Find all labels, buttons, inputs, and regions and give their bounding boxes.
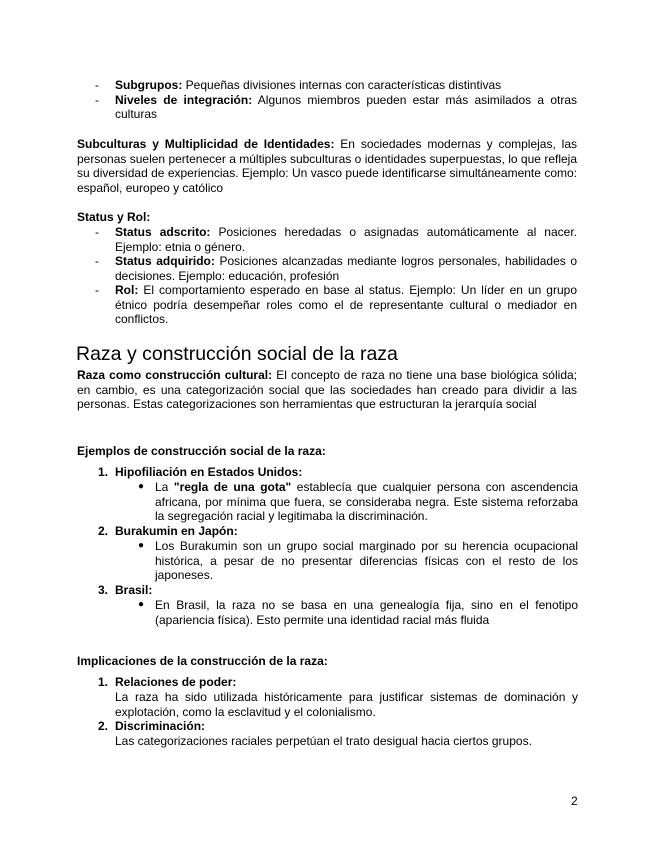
list-item: - Status adscrito: Posiciones heredadas o asignadas automáticamente al nacer. Ejemplo: etnia o género. [95, 225, 577, 254]
subcultures-paragraph: Subculturas y Multiplicidad de Identidades: En sociedades modernas y complejas, las personas suelen pertenecer a múltiples subculturas o identidades superpuestas, lo que refleja su diversidad de experiencias. Ejemplo: Un vasco puede identificarse simultáneamente como: español, europeo y católico [77, 137, 577, 195]
example-bullet: ● La "regla de una gota" establecía que cualquier persona con ascendencia africana, por mínima que fuera, se consideraba negra. Este sistema reforzaba la segregación racial y legitimaba la discriminación. [138, 480, 578, 523]
implication-desc: La raza ha sido utilizada históricamente para justificar sistemas de dominación y explotación, como la esclavitud y el colonialismo. [115, 690, 578, 719]
bullet-icon: ● [138, 481, 145, 492]
list-item: - Niveles de integración: Algunos miembros pueden estar más asimilados a otras culturas [95, 93, 577, 122]
race-intro-paragraph: Raza como construcción cultural: El concepto de raza no tiene una base biológica sólida; en cambio, es una categorización social que las sociedades han creado para dividir a las personas. Estas categorizaciones son herramientas que estructuran la jerarquía social [77, 368, 577, 411]
implication-desc: Las categorizaciones raciales perpetúan el trato desigual hacia ciertos grupos. [115, 734, 532, 748]
status-list [95, 225, 577, 327]
bullet-icon: ● [138, 599, 145, 610]
examples-heading: Ejemplos de construcción social de la raza: [77, 444, 326, 458]
list-item: - Rol: El comportamiento esperado en base al status. Ejemplo: Un líder en un grupo étnico podría desempeñar roles como el de representante cultural o mediador en conflictos. [95, 283, 577, 327]
status-heading: Status y Rol: [77, 210, 151, 224]
example-bullet: ● En Brasil, la raza no se basa en una genealogía fija, sino en el fenotipo (apariencia física). Esto permite una identidad racial más fluida [138, 598, 578, 627]
bullet-icon: ● [138, 540, 145, 551]
section-title: Raza y construcción social de la raza [76, 343, 398, 365]
document-page: - Subgrupos: Pequeñas divisiones internas con características distintivas - Niveles de integración: Algunos miembros pueden estar más asimilados a otras culturas Subculturas y Multiplicidad de Identidades: En sociedades modernas y complejas, las personas suelen pertenecer a múltiples subculturas o identidades superpuestas, lo que refleja su diversidad de experiencias. Ejemplo: Un vasco puede identificarse simultáneamente como: español, europeo y católico Status y Rol: - Status adscrito: Posiciones heredadas o asignadas automáticamente al nacer. Ejemplo: etnia o género. - Status adquirido: Posiciones alcanzadas mediante logros personales, habilidades o decisiones. Ejemplo: educación, profesión - Rol: El comportamiento esperado en base al status. Ejemplo: Un líder en un grupo étnico podría desempeñar roles como el de representante cultural o mediador en conflictos. Raza y construcción social de la raza Raza como construcción cultural: El concepto de raza no tiene una base biológica sólida; en cambio, es una categorización social que las sociedades han creado para dividir a las personas. Estas categorizaciones son herramientas que estructuran la jerarquía social Ejemplos de construcción social de la raza: 1. Hipofiliación en Estados Unidos: ● La "regla de una gota" establecía que cualquier persona con ascendencia africana, por mínima que fuera, se consideraba negra. Este sistema reforzaba la segregación racial y legitimaba la discriminación. 2. Burakumin en Japón: ● Los Burakumin son un grupo social marginado por su herencia ocupacional histórica, a pesar de no presentar diferencias físicas con el resto de los japoneses. 3. Brasil: ● En Brasil, la raza no se basa en una genealogía fija, sino en el fenotipo (apariencia física). Esto permite una identidad racial más fluida Implicaciones de la construcción de la raza: 1. Relaciones de poder: La raza ha sido utilizada históricamente para justificar sistemas de dominación y explotación, como la esclavitud y el colonialismo. 2. Discriminación: Las categorizaciones raciales perpetúan el trato desigual hacia ciertos grupos. 2 [0, 0, 655, 848]
page-number: 2 [571, 794, 578, 808]
subgroups-list [95, 78, 577, 122]
list-item: - Subgrupos: Pequeñas divisiones internas con características distintivas [95, 78, 577, 93]
list-item: - Status adquirido: Posiciones alcanzadas mediante logros personales, habilidades o decisiones. Ejemplo: educación, profesión [95, 254, 577, 283]
implications-heading: Implicaciones de la construcción de la raza: [77, 654, 328, 668]
example-bullet: ● Los Burakumin son un grupo social marginado por su herencia ocupacional histórica, a pesar de no presentar diferencias físicas con el resto de los japoneses. [138, 539, 578, 582]
